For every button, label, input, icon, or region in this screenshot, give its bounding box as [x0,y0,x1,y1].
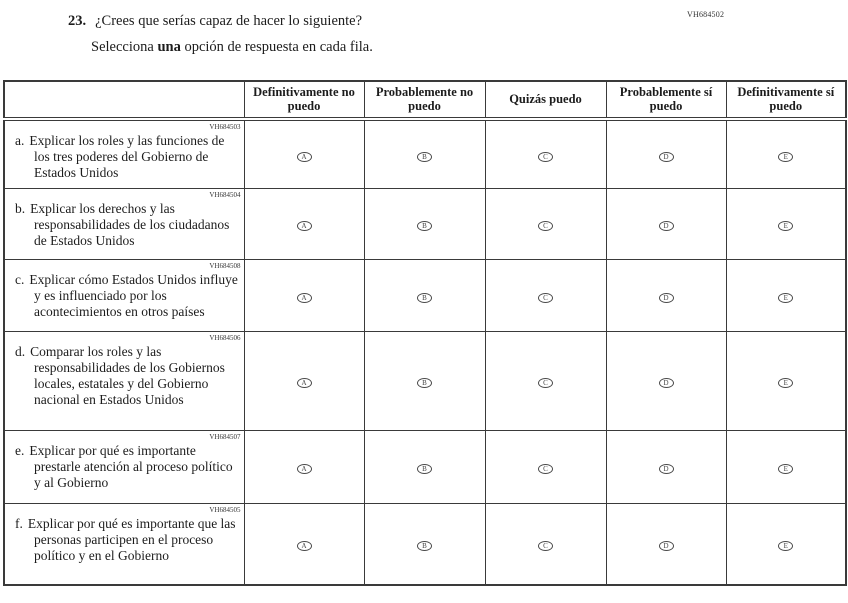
response-bubble[interactable]: A [297,541,312,551]
response-bubble[interactable]: A [297,221,312,231]
item-label-cell [4,119,244,189]
option-cell [244,189,364,260]
item-label [15,516,240,564]
column-header-maybe-can: Quizás puedo [485,81,606,119]
response-bubble[interactable]: E [778,293,793,303]
option-cell [364,119,485,189]
option-cell [485,504,606,585]
option-cell [606,431,726,504]
table-row-b [4,189,846,260]
item-text: Explicar los roles y las funciones de los tres poderes del Gobierno de Estados Unidos [29,132,225,180]
column-header-probably-can: Probablemente sí puedo [606,81,726,119]
item-label-cell [4,504,244,585]
table-row-e [4,431,846,504]
item-label-cell [4,332,244,431]
response-bubble[interactable]: C [538,541,553,551]
item-text: Explicar por qué es importante que las personas participen en el proceso político y en el Gobierno [27,516,236,564]
response-bubble[interactable]: D [659,152,674,162]
response-bubble[interactable]: E [778,221,793,231]
response-bubble[interactable]: D [659,541,674,551]
item-prefix: d. [15,344,26,360]
response-bubble[interactable]: D [659,293,674,303]
question-id-code: VH684502 [687,10,725,19]
response-bubble[interactable]: B [417,152,432,162]
item-code: VH684506 [209,334,241,343]
question-block [68,13,688,56]
table-row-c [4,260,846,332]
response-bubble[interactable]: A [297,378,312,388]
response-bubble[interactable]: B [417,221,432,231]
option-cell [485,119,606,189]
item-label-cell [4,431,244,504]
item-prefix: b. [15,201,26,217]
option-cell [244,260,364,332]
response-bubble[interactable]: A [297,293,312,303]
item-label-cell [4,260,244,332]
instruction-line [91,39,688,56]
option-cell [726,431,846,504]
response-bubble[interactable]: C [538,152,553,162]
option-cell [726,260,846,332]
option-cell [726,189,846,260]
response-bubble[interactable]: A [297,464,312,474]
item-text: Comparar los roles y las responsabilidades de los Gobiernos locales, estatales y del Gobierno nacional en Estados Unidos [30,344,225,408]
option-cell [485,431,606,504]
option-cell [485,332,606,431]
item-label [15,201,240,249]
option-cell [364,189,485,260]
item-prefix: f. [15,516,23,532]
option-cell [606,260,726,332]
column-header-definitely-can: Definitivamente sí puedo [726,81,846,119]
response-bubble[interactable]: E [778,541,793,551]
option-cell [244,504,364,585]
option-cell [364,431,485,504]
response-bubble[interactable]: B [417,541,432,551]
table-row-f [4,504,846,585]
option-cell [726,504,846,585]
option-cell [364,504,485,585]
option-cell [244,119,364,189]
instruction-bold: una [157,39,181,55]
item-label [15,443,240,491]
item-code: VH684503 [209,122,241,131]
option-cell [606,189,726,260]
option-cell [606,332,726,431]
option-cell [726,332,846,431]
option-cell [485,189,606,260]
option-cell [606,119,726,189]
item-prefix: a. [15,132,25,148]
question-line [68,13,688,30]
response-bubble[interactable]: C [538,378,553,388]
response-bubble[interactable]: D [659,221,674,231]
option-cell [364,260,485,332]
corner-cell [4,81,244,119]
question-number: 23. [68,13,87,29]
response-bubble[interactable]: B [417,464,432,474]
item-text: Explicar cómo Estados Unidos influye y es influenciado por los acontecimientos en otros países [29,272,238,320]
response-bubble[interactable]: C [538,293,553,303]
column-header-definitely-cannot: Definitivamente no puedo [244,81,364,119]
item-prefix: c. [15,272,25,288]
item-label-cell [4,189,244,260]
item-text: Explicar por qué es importante prestarle atención al proceso político y al Gobierno [29,443,233,491]
question-text: ¿Crees que serías capaz de hacer lo siguiente? [95,13,363,29]
response-bubble[interactable]: B [417,293,432,303]
response-bubble[interactable]: A [297,152,312,162]
item-prefix: e. [15,443,25,459]
response-bubble[interactable]: E [778,378,793,388]
item-label [15,133,240,181]
item-text: Explicar los derechos y las responsabilidades de los ciudadanos de Estados Unidos [30,201,230,249]
instruction-pre: Selecciona [91,39,158,55]
item-code: VH684508 [209,262,241,271]
response-matrix-table [3,80,847,586]
option-cell [244,431,364,504]
item-label [15,272,240,320]
response-bubble[interactable]: E [778,464,793,474]
table-row-a [4,119,846,189]
response-bubble[interactable]: C [538,221,553,231]
option-cell [606,504,726,585]
instruction-post: opción de respuesta en cada fila. [180,39,373,55]
option-cell [726,119,846,189]
response-bubble[interactable]: D [659,464,674,474]
table-header-row [4,81,846,119]
column-header-probably-cannot: Probablemente no puedo [364,81,485,119]
response-bubble[interactable]: D [659,378,674,388]
item-code: VH684504 [209,191,241,200]
response-bubble[interactable]: E [778,152,793,162]
table-row-d [4,332,846,431]
option-cell [485,260,606,332]
response-bubble[interactable]: C [538,464,553,474]
item-code: VH684505 [209,506,241,515]
option-cell [364,332,485,431]
option-cell [244,332,364,431]
item-label [15,344,240,408]
item-code: VH684507 [209,433,241,442]
response-bubble[interactable]: B [417,378,432,388]
